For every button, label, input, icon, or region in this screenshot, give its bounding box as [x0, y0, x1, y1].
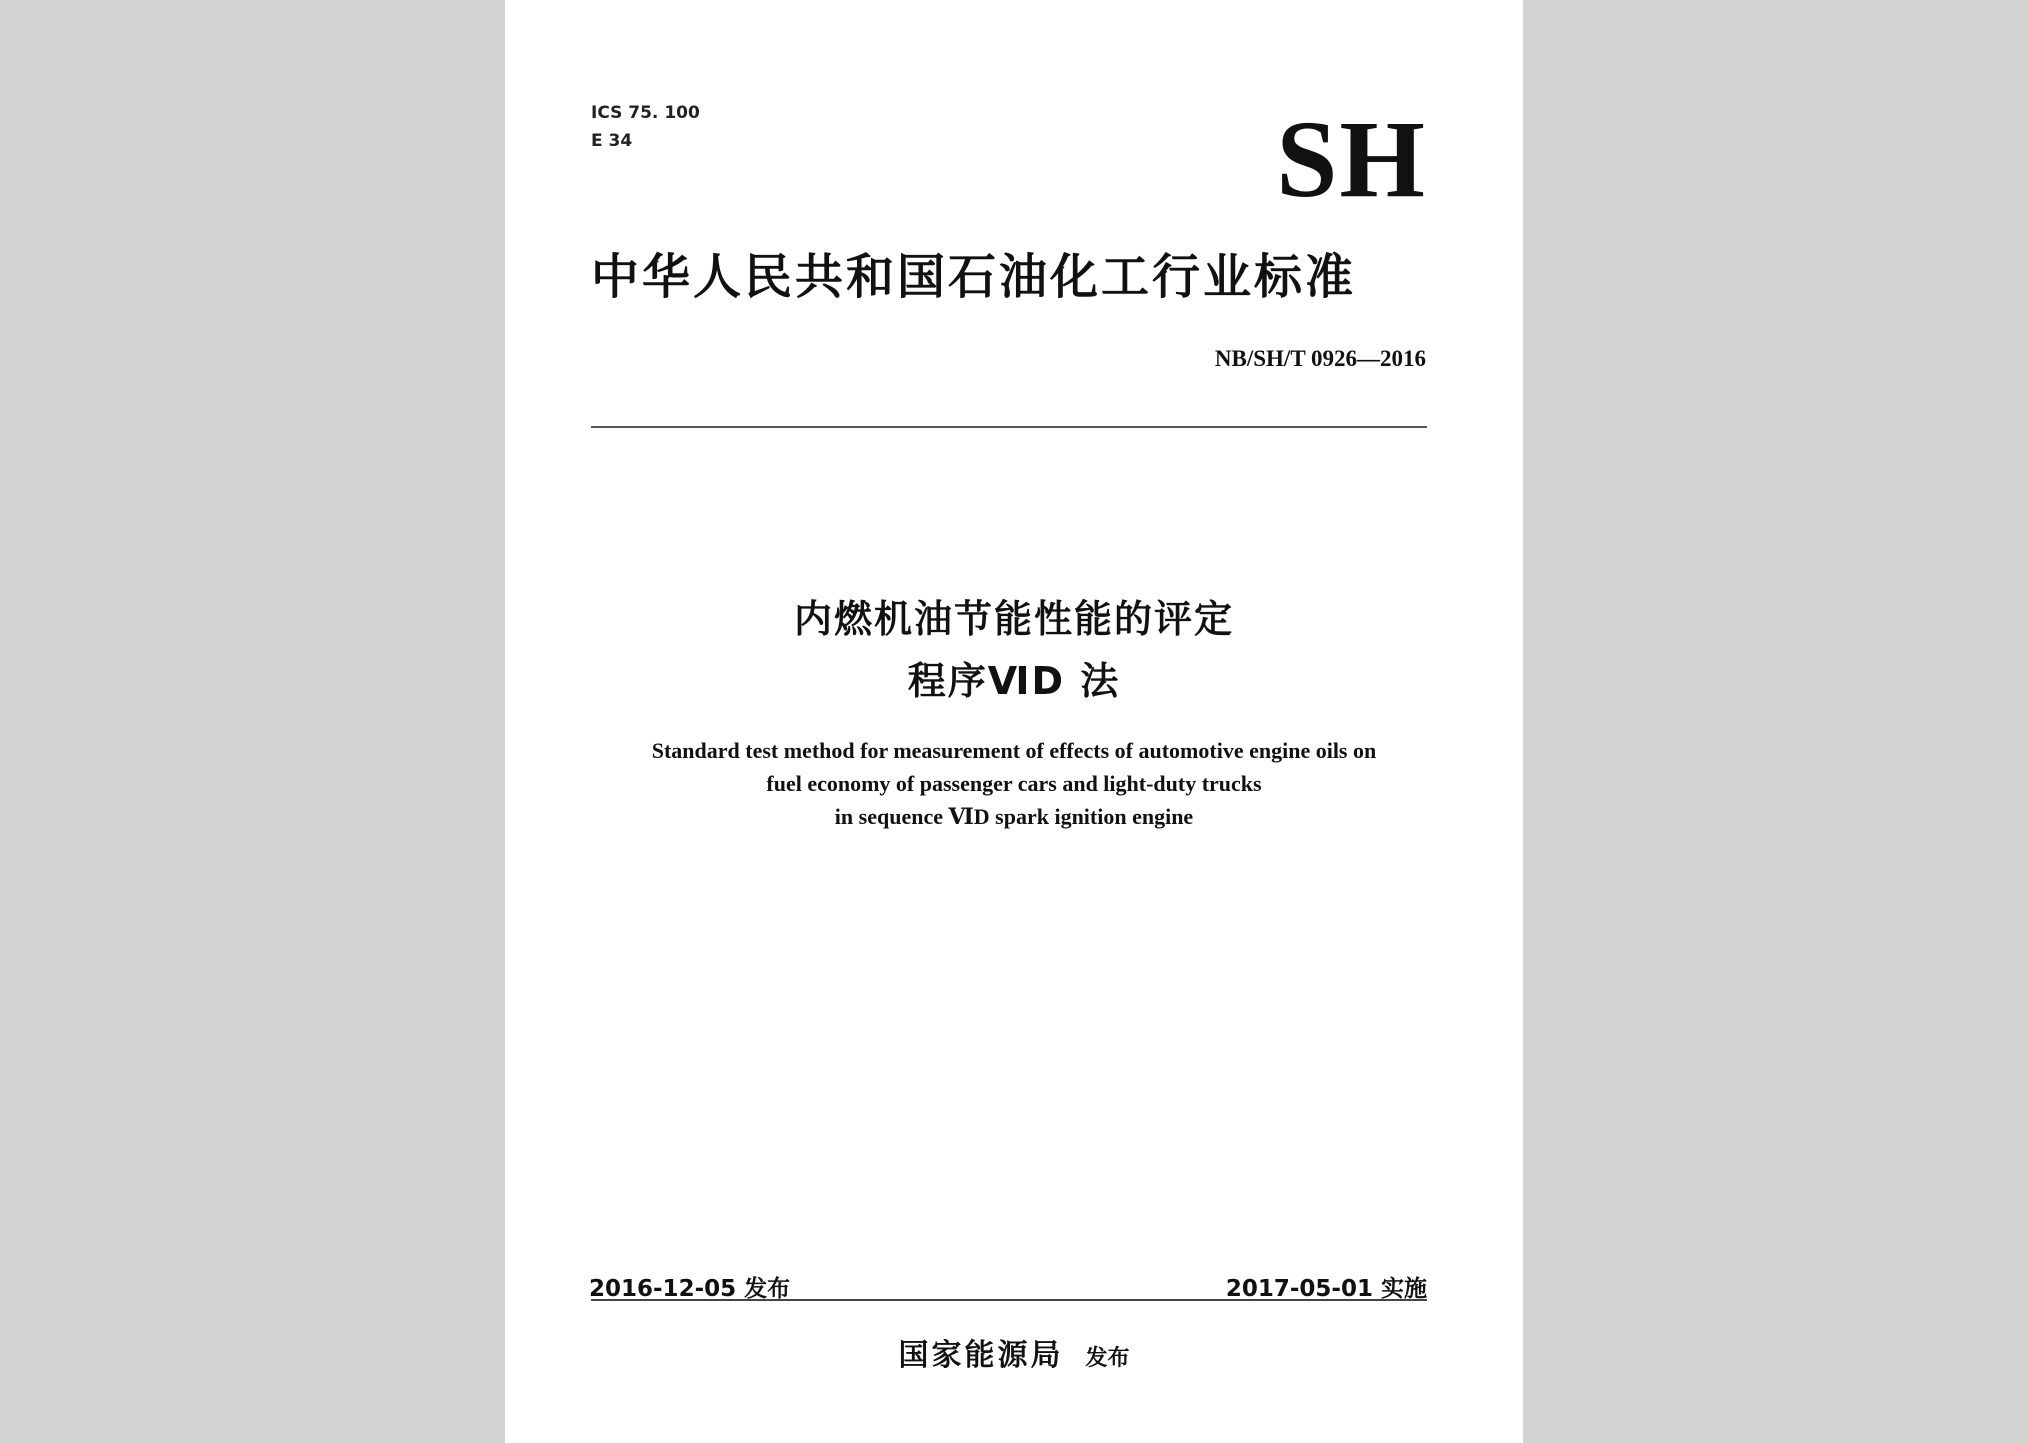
issue-date: 2016-12-05 发布 — [589, 1276, 791, 1302]
title-cn-line1: 内燃机油节能性能的评定 — [793, 597, 1234, 641]
title-en-line3: in sequence ⅥD spark ignition engine — [834, 804, 1194, 829]
document-page — [505, 0, 1523, 1443]
ics-code: ICS 75. 100 — [591, 103, 700, 123]
footer-divider — [591, 1299, 1427, 1301]
implementation-date: 2017-05-01 实施 — [1225, 1276, 1427, 1302]
publisher-name: 国家能源局 — [898, 1338, 1064, 1373]
title-cn-line2: 程序ⅥD 法 — [907, 659, 1121, 703]
standard-number: NB/SH/T 0926—2016 — [1214, 346, 1426, 371]
title-en-line2: fuel economy of passenger cars and light-duty trucks — [766, 771, 1262, 796]
publisher-suffix: 发布 — [1085, 1346, 1130, 1371]
publisher-line — [505, 1330, 1523, 1374]
category-code: E 34 — [591, 131, 633, 151]
header-divider — [591, 426, 1427, 428]
sh-logo: SH — [1276, 98, 1427, 220]
title-en-line1: Standard test method for measurement of effects of automotive engine oils on — [651, 738, 1377, 763]
standard-title: 中华人民共和国石油化工行业标准 — [591, 249, 1357, 305]
